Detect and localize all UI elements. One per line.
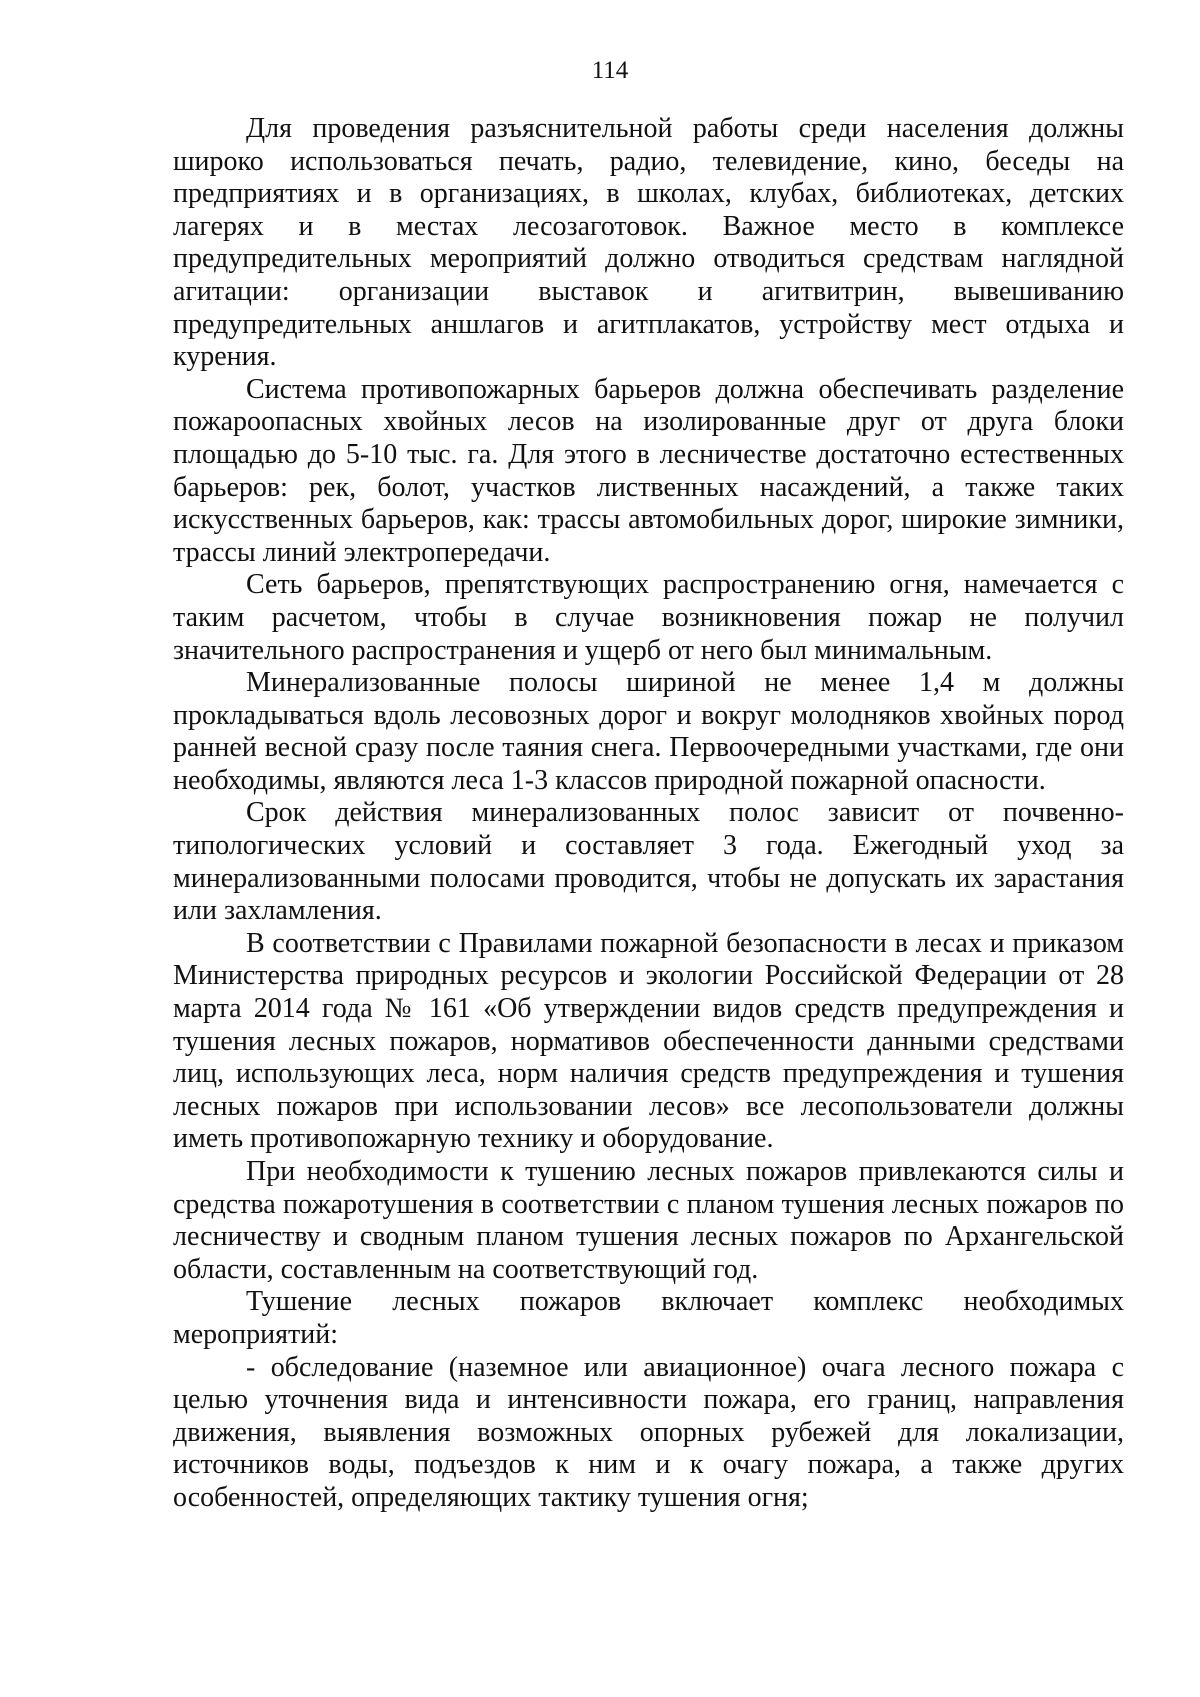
page-number: 114 bbox=[591, 57, 629, 84]
paragraph-firefighting-forces: При необходимости к тушению лесных пожаров привлекаются силы и средства пожаротушения в соответствии с планом тушения лесных пожаров по лесничеству и сводным планом тушения лесных пожаров по Архангельской области, составленным на соответствующий год. bbox=[173, 1156, 1124, 1285]
paragraph-firefighting-measures: Тушение лесных пожаров включает комплекс необходимых мероприятий: bbox=[173, 1286, 1124, 1350]
list-item-survey: - обследование (наземное или авиационное) очага лесного пожара с целью уточнения вида и интенсивности пожара, его границ, направления движения, выявления возможных опорных рубежей для локализации, источников воды, подъездов к ним и к очагу пожара, а также других особенностей, определяющих тактику тушения огня; bbox=[173, 1351, 1124, 1513]
paragraph-barrier-network: Сеть барьеров, препятствующих распространению огня, намечается с таким расчетом, чтобы в случае возникновения пожар не получил значительного распространения и ущерб от него был минимальным. bbox=[173, 569, 1124, 666]
paragraph-strip-maintenance: Срок действия минерализованных полос зависит от почвенно-типологических условий и составляет 3 года. Ежегодный уход за минерализованными полосами проводится, чтобы не допускать их зарастания или захламления. bbox=[173, 797, 1124, 927]
paragraph-mineralized-strips: Минерализованные полосы шириной не менее 1,4 м должны прокладываться вдоль лесовозных дорог и вокруг молодняков хвойных пород ранней весной сразу после таяния снега. Первоочередными участками, где они необходимы, являются леса 1-3 классов природной пожарной опасности. bbox=[173, 667, 1124, 796]
body-text bbox=[173, 113, 1124, 1515]
paragraph-regulations: В соответствии с Правилами пожарной безопасности в лесах и приказом Министерства природных ресурсов и экологии Российской Федерации от 28 марта 2014 года № 161 «Об утверждении видов средств предупреждения и тушения лесных пожаров, нормативов обеспеченности данными средствами лиц, использующих леса, норм наличия средств предупреждения и тушения лесных пожаров при использовании лесов» все лесопользователи должны иметь противопожарную технику и оборудование. bbox=[173, 927, 1124, 1155]
paragraph-fire-barriers: Система противопожарных барьеров должна обеспечивать разделение пожароопасных хвойных лесов на изолированные друг от друга блоки площадью до 5-10 тыс. га. Для этого в лесничестве достаточно естественных барьеров: рек, болот, участков лиственных насаждений, а также таких искусственных барьеров, как: трассы автомобильных дорог, широкие зимники, трассы линий электропередачи. bbox=[173, 373, 1124, 568]
paragraph-outreach: Для проведения разъяснительной работы среди населения должны широко использоваться печать, радио, телевидение, кино, беседы на предприятиях и в организациях, в школах, клубах, библиотеках, детских лагерях и в местах лесозаготовок. Важное место в комплексе предупредительных мероприятий должно отводиться средствам наглядной агитации: организации выставок и агитвитрин, вывешиванию предупредительных аншлагов и агитплакатов, устройству мест отдыха и курения. bbox=[173, 113, 1124, 373]
